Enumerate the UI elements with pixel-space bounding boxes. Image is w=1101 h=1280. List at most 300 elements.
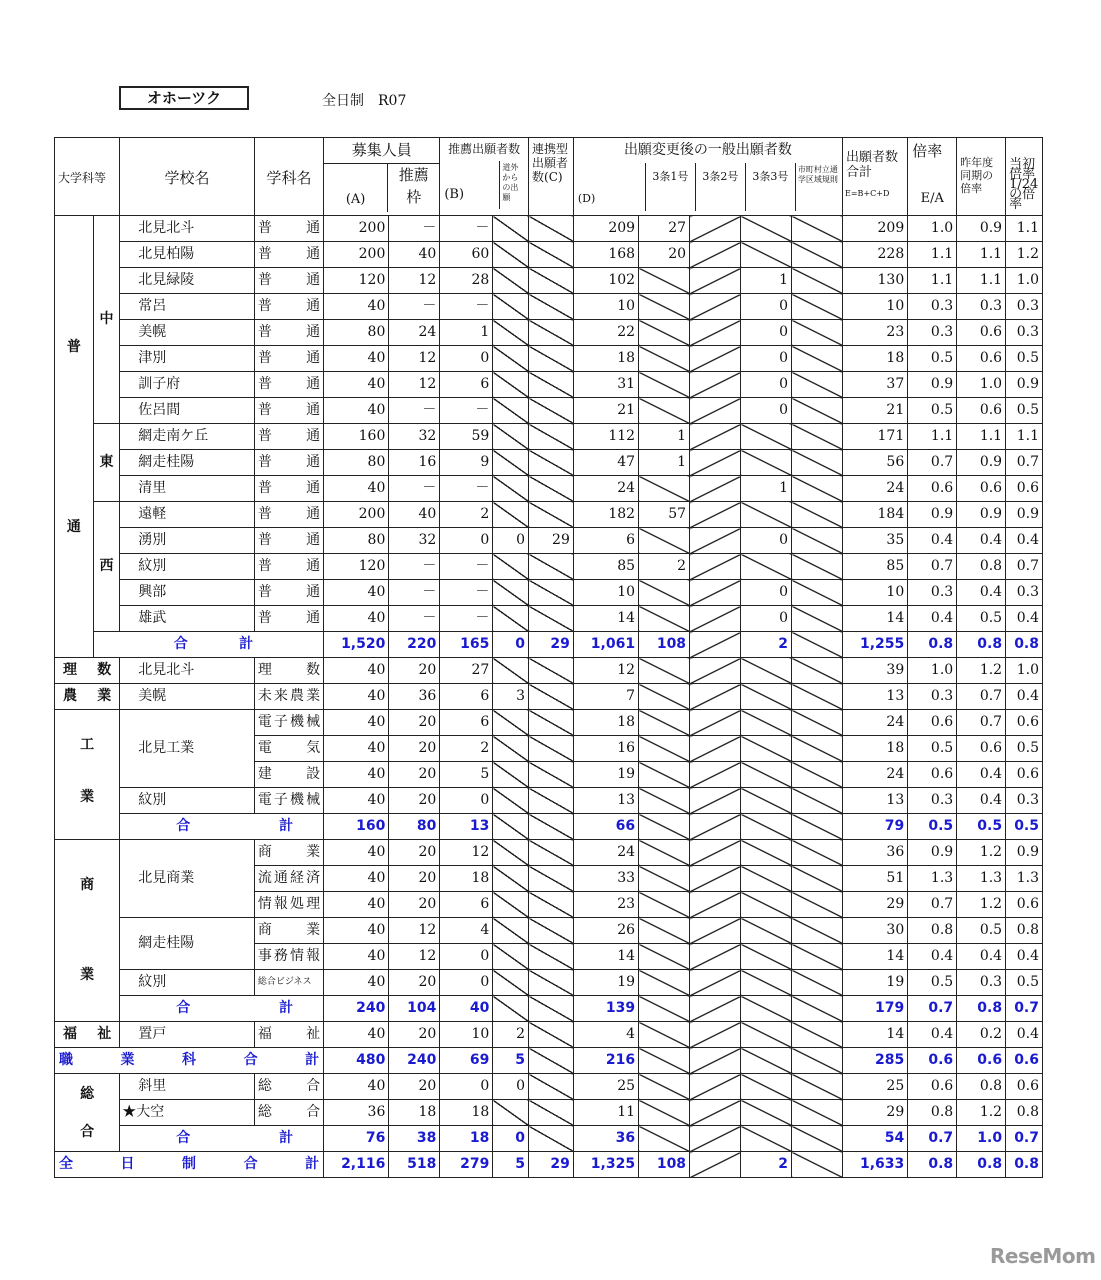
- municipal-cell: [792, 970, 843, 996]
- municipal-cell: [792, 476, 843, 502]
- school-name: 北見工業: [120, 710, 255, 788]
- table-row: [55, 242, 1043, 268]
- area-label: 西: [93, 502, 120, 632]
- capacity-cell: 40: [324, 1022, 389, 1048]
- ratio-cell: 0.6: [908, 762, 957, 788]
- renkei-cell: [529, 788, 574, 814]
- municipal-cell: [792, 1074, 843, 1100]
- art3-cell: 0: [741, 372, 792, 398]
- initial-cell: 0.5: [1006, 346, 1043, 372]
- school-name: 雄武: [120, 606, 255, 632]
- renkei-cell: [529, 814, 574, 840]
- capacity-cell: 40: [324, 684, 389, 710]
- suisen-cell: 18: [440, 866, 493, 892]
- municipal-cell: [792, 1152, 843, 1178]
- total-ir: 0.8: [1006, 632, 1043, 658]
- table-row: [55, 1022, 1043, 1048]
- ratio-cell: 0.3: [908, 788, 957, 814]
- general-cell: 14: [573, 606, 638, 632]
- art1-cell: [639, 1048, 690, 1074]
- school-name: 興部: [120, 580, 255, 606]
- general-cell: 112: [573, 424, 638, 450]
- outside-cell: [493, 580, 529, 606]
- dept-name: 理数: [254, 658, 323, 684]
- initial-cell: 0.8: [1006, 918, 1043, 944]
- art1-cell: 27: [639, 216, 690, 242]
- table-row: [55, 658, 1043, 684]
- total-cell: 209: [843, 216, 908, 242]
- total-e: 79: [843, 814, 908, 840]
- renkei-cell: [529, 1022, 574, 1048]
- total-o: 0: [493, 1126, 529, 1152]
- art2-cell: [690, 554, 741, 580]
- art3-cell: [741, 892, 792, 918]
- last-year-cell: 0.7: [957, 710, 1006, 736]
- art1-cell: [639, 346, 690, 372]
- col-renkei: 連携型出願者数(C): [529, 138, 574, 216]
- total-ir: 0.5: [1006, 814, 1043, 840]
- suisen-cell: 0: [440, 1074, 493, 1100]
- general-cell: 31: [573, 372, 638, 398]
- last-year-cell: 0.6: [957, 398, 1006, 424]
- suisen-waku-cell: 20: [389, 840, 440, 866]
- school-name: 美幌: [120, 320, 255, 346]
- art2-cell: [690, 242, 741, 268]
- initial-cell: 0.3: [1006, 294, 1043, 320]
- table-row: [55, 320, 1043, 346]
- suisen-waku-cell: 20: [389, 892, 440, 918]
- suisen-waku-cell: 36: [389, 684, 440, 710]
- dept-name: 普通: [254, 554, 323, 580]
- initial-cell: 0.5: [1006, 736, 1043, 762]
- school-name: 遠軽: [120, 502, 255, 528]
- outside-cell: [493, 710, 529, 736]
- art2-cell: [690, 606, 741, 632]
- ratio-cell: 1.3: [908, 866, 957, 892]
- art2-cell: [690, 372, 741, 398]
- renkei-cell: [529, 294, 574, 320]
- applicant-table: [54, 137, 1043, 1178]
- outside-cell: 2: [493, 1022, 529, 1048]
- art1-cell: [639, 736, 690, 762]
- dept-name: 普通: [254, 268, 323, 294]
- col-last-year: 昨年度同期の倍率: [957, 138, 1006, 216]
- total-r: 0.7: [908, 996, 957, 1022]
- capacity-cell: 40: [324, 710, 389, 736]
- capacity-cell: 40: [324, 944, 389, 970]
- suisen-waku-cell: －: [389, 216, 440, 242]
- outside-cell: [493, 788, 529, 814]
- last-year-cell: 1.1: [957, 242, 1006, 268]
- suisen-waku-cell: 20: [389, 658, 440, 684]
- renkei-cell: [529, 398, 574, 424]
- art1-cell: [639, 996, 690, 1022]
- art1-cell: [639, 1074, 690, 1100]
- outside-cell: [493, 372, 529, 398]
- general-cell: 6: [573, 528, 638, 554]
- initial-cell: 0.4: [1006, 944, 1043, 970]
- art1-cell: [639, 372, 690, 398]
- art3-cell: 0: [741, 528, 792, 554]
- total-r: 0.8: [908, 632, 957, 658]
- municipal-cell: [792, 346, 843, 372]
- school-name: 湧別: [120, 528, 255, 554]
- capacity-cell: 40: [324, 294, 389, 320]
- art1-cell: [639, 866, 690, 892]
- suisen-cell: －: [440, 294, 493, 320]
- art2-cell: [690, 970, 741, 996]
- area-label: 中: [93, 216, 120, 424]
- capacity-cell: 36: [324, 1100, 389, 1126]
- art3-cell: [741, 710, 792, 736]
- general-cell: 14: [573, 944, 638, 970]
- capacity-cell: 40: [324, 788, 389, 814]
- initial-cell: 0.6: [1006, 892, 1043, 918]
- outside-cell: [493, 606, 529, 632]
- total-o: 0: [493, 632, 529, 658]
- ratio-cell: 0.9: [908, 502, 957, 528]
- suisen-waku-cell: 20: [389, 1022, 440, 1048]
- total-cell: 37: [843, 372, 908, 398]
- outside-cell: [493, 866, 529, 892]
- art2-cell: [690, 918, 741, 944]
- art1-cell: [639, 658, 690, 684]
- ratio-cell: 0.3: [908, 580, 957, 606]
- renkei-cell: [529, 892, 574, 918]
- art1-cell: 2: [639, 554, 690, 580]
- municipal-cell: [792, 996, 843, 1022]
- initial-cell: 0.4: [1006, 606, 1043, 632]
- last-year-cell: 1.1: [957, 424, 1006, 450]
- school-name: 常呂: [120, 294, 255, 320]
- municipal-cell: [792, 866, 843, 892]
- total-e: 1,255: [843, 632, 908, 658]
- school-name: 網走桂陽: [120, 918, 255, 970]
- art2-cell: [690, 294, 741, 320]
- renkei-cell: [529, 1074, 574, 1100]
- general-cell: 102: [573, 268, 638, 294]
- outside-cell: 0: [493, 1074, 529, 1100]
- capacity-cell: 160: [324, 424, 389, 450]
- renkei-cell: [529, 684, 574, 710]
- municipal-cell: [792, 294, 843, 320]
- dept-name: 普通: [254, 398, 323, 424]
- total-d: 1,325: [573, 1152, 638, 1178]
- suisen-waku-cell: 32: [389, 424, 440, 450]
- general-cell: 25: [573, 1074, 638, 1100]
- municipal-cell: [792, 762, 843, 788]
- last-year-cell: 0.5: [957, 606, 1006, 632]
- dept-name: 普通: [254, 450, 323, 476]
- dept-name: 普通: [254, 424, 323, 450]
- municipal-cell: [792, 424, 843, 450]
- renkei-cell: [529, 502, 574, 528]
- outside-cell: [493, 502, 529, 528]
- art1-cell: [639, 970, 690, 996]
- capacity-cell: 40: [324, 970, 389, 996]
- suisen-cell: 6: [440, 684, 493, 710]
- municipal-cell: [792, 268, 843, 294]
- capacity-cell: 40: [324, 866, 389, 892]
- col-suisen: 推薦出願者数 (B) 道外からの出願: [440, 138, 529, 216]
- municipal-cell: [792, 372, 843, 398]
- outside-cell: [493, 762, 529, 788]
- total-a: 76: [324, 1126, 389, 1152]
- art1-cell: [639, 814, 690, 840]
- outside-cell: [493, 814, 529, 840]
- category-shogyo: 商 業: [55, 840, 120, 1022]
- col-initial: 当初倍率 1/24 の倍 率: [1006, 138, 1043, 216]
- total-e: 54: [843, 1126, 908, 1152]
- school-name: 北見商業: [120, 840, 255, 918]
- general-cell: 85: [573, 554, 638, 580]
- category-fukushi: 福祉: [55, 1022, 120, 1048]
- suisen-cell: 2: [440, 502, 493, 528]
- general-cell: 12: [573, 658, 638, 684]
- renkei-cell: [529, 996, 574, 1022]
- art3-cell: [741, 450, 792, 476]
- ratio-cell: 0.4: [908, 528, 957, 554]
- total-cell: 85: [843, 554, 908, 580]
- art3-cell: [741, 1074, 792, 1100]
- last-year-cell: 0.3: [957, 294, 1006, 320]
- table-row: [55, 424, 1043, 450]
- art1-cell: [639, 580, 690, 606]
- renkei-cell: [529, 918, 574, 944]
- capacity-cell: 80: [324, 320, 389, 346]
- capacity-cell: 40: [324, 840, 389, 866]
- dept-name: 普通: [254, 294, 323, 320]
- municipal-cell: [792, 528, 843, 554]
- capacity-cell: 40: [324, 372, 389, 398]
- art3-cell: 1: [741, 476, 792, 502]
- renkei-cell: [529, 554, 574, 580]
- total-ir: 0.7: [1006, 996, 1043, 1022]
- general-cell: 24: [573, 840, 638, 866]
- art2-cell: [690, 710, 741, 736]
- outside-cell: [493, 944, 529, 970]
- total-label: 合計: [120, 996, 324, 1022]
- municipal-cell: [792, 788, 843, 814]
- renkei-cell: [529, 762, 574, 788]
- art2-cell: [690, 814, 741, 840]
- art3-cell: 0: [741, 346, 792, 372]
- suisen-waku-cell: 12: [389, 346, 440, 372]
- general-cell: 10: [573, 294, 638, 320]
- suisen-cell: 18: [440, 1100, 493, 1126]
- table-row: [55, 528, 1043, 554]
- dept-name: 普通: [254, 320, 323, 346]
- general-cell: 7: [573, 684, 638, 710]
- initial-cell: 1.0: [1006, 268, 1043, 294]
- school-name: 斜里: [120, 1074, 255, 1100]
- total-e: 179: [843, 996, 908, 1022]
- last-year-cell: 1.3: [957, 866, 1006, 892]
- suisen-cell: 0: [440, 788, 493, 814]
- suisen-cell: －: [440, 606, 493, 632]
- initial-cell: 0.3: [1006, 788, 1043, 814]
- outside-cell: [493, 320, 529, 346]
- last-year-cell: 0.6: [957, 320, 1006, 346]
- school-name: 紋別: [120, 970, 255, 996]
- total-ir: 0.7: [1006, 1126, 1043, 1152]
- dept-name: 普通: [254, 346, 323, 372]
- total-e: 285: [843, 1048, 908, 1074]
- art2-cell: [690, 892, 741, 918]
- school-name: 津別: [120, 346, 255, 372]
- dept-name: 電子機械: [254, 710, 323, 736]
- suisen-waku-cell: 40: [389, 502, 440, 528]
- outside-cell: [493, 840, 529, 866]
- total-r: 0.8: [908, 1152, 957, 1178]
- general-cell: 21: [573, 398, 638, 424]
- suisen-cell: 0: [440, 528, 493, 554]
- outside-cell: [493, 424, 529, 450]
- dept-name: 普通: [254, 476, 323, 502]
- ratio-cell: 1.1: [908, 242, 957, 268]
- suisen-waku-cell: 32: [389, 528, 440, 554]
- art1-cell: [639, 1126, 690, 1152]
- last-year-cell: 0.9: [957, 216, 1006, 242]
- initial-cell: 0.4: [1006, 684, 1043, 710]
- art2-cell: [690, 632, 741, 658]
- total-w: 38: [389, 1126, 440, 1152]
- last-year-cell: 1.2: [957, 1100, 1006, 1126]
- region-label: オホーツク: [119, 86, 249, 110]
- municipal-cell: [792, 918, 843, 944]
- dept-name: 商業: [254, 918, 323, 944]
- last-year-cell: 0.4: [957, 762, 1006, 788]
- art3-cell: 0: [741, 294, 792, 320]
- col-school: 学校名: [120, 138, 255, 216]
- art1-cell: [639, 476, 690, 502]
- art3-cell: [741, 1100, 792, 1126]
- outside-cell: [493, 970, 529, 996]
- ratio-cell: 1.0: [908, 216, 957, 242]
- total-label: 合計: [120, 1126, 324, 1152]
- art2-cell: [690, 398, 741, 424]
- dept-name: 事務情報: [254, 944, 323, 970]
- table-row: [55, 918, 1043, 944]
- renkei-cell: 29: [529, 528, 574, 554]
- art3-cell: [741, 970, 792, 996]
- art2-cell: [690, 1022, 741, 1048]
- total-w: 240: [389, 1048, 440, 1074]
- outside-cell: [493, 216, 529, 242]
- category-nogyo: 農業: [55, 684, 120, 710]
- total-cell: 18: [843, 346, 908, 372]
- dept-name: 普通: [254, 528, 323, 554]
- initial-cell: 0.3: [1006, 320, 1043, 346]
- table-row: [55, 294, 1043, 320]
- total-b: 13: [440, 814, 493, 840]
- art2-cell: [690, 788, 741, 814]
- last-year-cell: 0.6: [957, 476, 1006, 502]
- total-cell: 130: [843, 268, 908, 294]
- initial-cell: 0.9: [1006, 372, 1043, 398]
- art2-cell: [690, 1048, 741, 1074]
- renkei-cell: [529, 346, 574, 372]
- municipal-cell: [792, 1126, 843, 1152]
- ratio-cell: 0.7: [908, 554, 957, 580]
- municipal-cell: [792, 216, 843, 242]
- suisen-waku-cell: 20: [389, 710, 440, 736]
- renkei-cell: [529, 840, 574, 866]
- renkei-cell: [529, 1100, 574, 1126]
- total-ir: 0.8: [1006, 1152, 1043, 1178]
- general-cell: 47: [573, 450, 638, 476]
- renkei-cell: [529, 944, 574, 970]
- art3-cell: [741, 1022, 792, 1048]
- renkei-cell: [529, 658, 574, 684]
- total-r: 0.5: [908, 814, 957, 840]
- capacity-cell: 40: [324, 398, 389, 424]
- total-cell: 35: [843, 528, 908, 554]
- subtitle: 全日制 R07: [322, 93, 407, 109]
- suisen-cell: －: [440, 554, 493, 580]
- school-name: 置戸: [120, 1022, 255, 1048]
- outside-cell: [493, 268, 529, 294]
- shokugyo-total-row: [55, 1048, 1043, 1074]
- art2-cell: [690, 658, 741, 684]
- art1-cell: [639, 762, 690, 788]
- capacity-cell: 40: [324, 476, 389, 502]
- municipal-cell: [792, 320, 843, 346]
- initial-cell: 1.0: [1006, 658, 1043, 684]
- last-year-cell: 1.2: [957, 840, 1006, 866]
- art2-cell: [690, 424, 741, 450]
- art2-cell: [690, 762, 741, 788]
- art1-cell: [639, 788, 690, 814]
- ratio-cell: 0.3: [908, 320, 957, 346]
- last-year-cell: 1.2: [957, 892, 1006, 918]
- capacity-cell: 40: [324, 762, 389, 788]
- grand-total-row: [55, 1152, 1043, 1178]
- category-kogyo: 工 業: [55, 710, 120, 840]
- col-dept: 学科名: [254, 138, 323, 216]
- outside-cell: [493, 554, 529, 580]
- table-row: [55, 580, 1043, 606]
- dept-name: 普通: [254, 502, 323, 528]
- suisen-cell: 6: [440, 892, 493, 918]
- total-ly: 1.0: [957, 1126, 1006, 1152]
- general-cell: 16: [573, 736, 638, 762]
- ratio-cell: 1.1: [908, 424, 957, 450]
- suisen-cell: 6: [440, 372, 493, 398]
- outside-cell: [493, 658, 529, 684]
- municipal-cell: [792, 944, 843, 970]
- total-a: 160: [324, 814, 389, 840]
- ratio-cell: 0.3: [908, 684, 957, 710]
- total-cell: 24: [843, 476, 908, 502]
- school-name: 清里: [120, 476, 255, 502]
- general-cell: 19: [573, 762, 638, 788]
- table-row: [55, 216, 1043, 242]
- initial-cell: 0.4: [1006, 1022, 1043, 1048]
- renkei-cell: [529, 580, 574, 606]
- ratio-cell: 0.9: [908, 840, 957, 866]
- suisen-cell: 59: [440, 424, 493, 450]
- art2-cell: [690, 1126, 741, 1152]
- suisen-waku-cell: 12: [389, 944, 440, 970]
- ratio-cell: 0.6: [908, 1074, 957, 1100]
- initial-cell: 0.9: [1006, 502, 1043, 528]
- ratio-cell: 0.6: [908, 476, 957, 502]
- suisen-waku-cell: 12: [389, 372, 440, 398]
- total-o: 5: [493, 1048, 529, 1074]
- total-cell: 24: [843, 762, 908, 788]
- suisen-waku-cell: －: [389, 580, 440, 606]
